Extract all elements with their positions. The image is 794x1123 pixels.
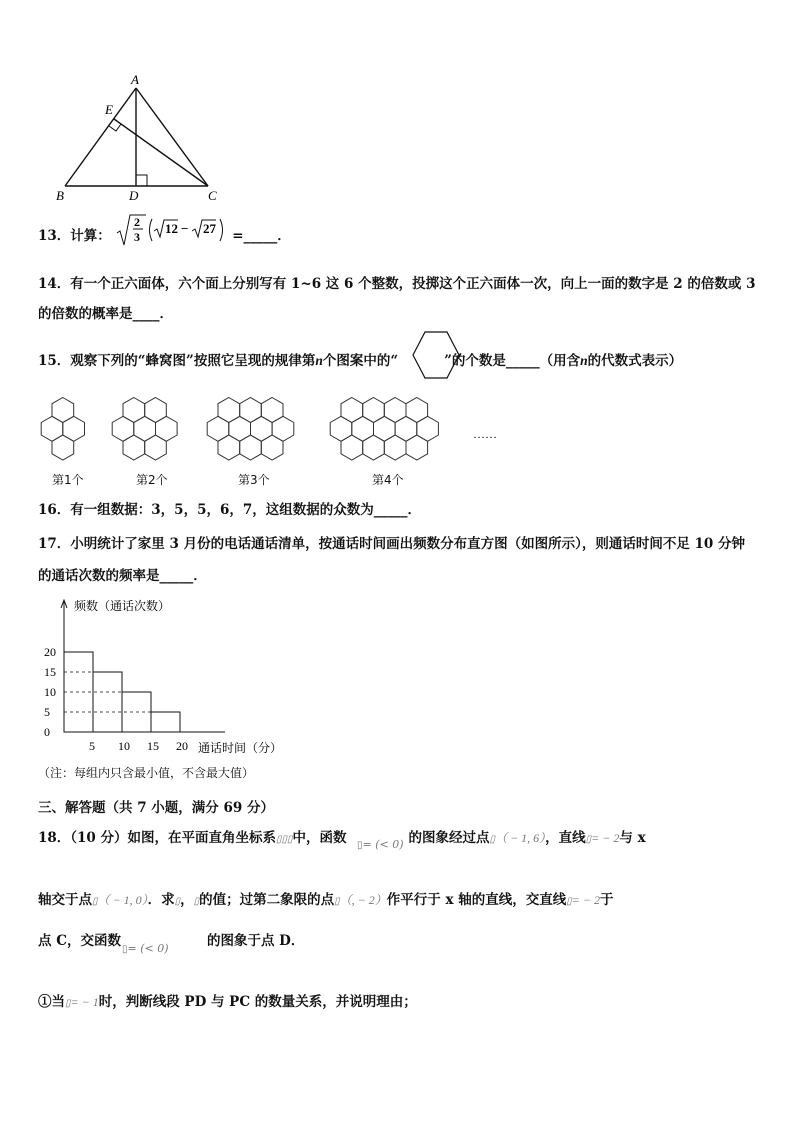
- y-tick-label: 20: [44, 645, 56, 659]
- honeycomb-3-cell: [261, 435, 283, 460]
- honeycomb-2-cell: [145, 398, 167, 423]
- honeycomb-3-cell: [218, 435, 240, 460]
- q16-text: 16．有一组数据：3，5，5，6，7，这组数据的众数为_____．: [38, 502, 422, 518]
- q15-text-a: 15．观察下列的“蜂窝图”按照它呈现的规律第: [38, 353, 316, 369]
- y-tick-label: 15: [44, 665, 56, 679]
- caption-4: 第4个: [372, 473, 404, 487]
- honeycomb-4-cell: [363, 398, 385, 423]
- histogram-note: （注：每组内只含最小值，不含最大值）: [38, 766, 255, 780]
- q13-frac-num: 2: [133, 214, 140, 229]
- q18-l3b: 的图象于点 D．: [206, 933, 305, 949]
- q14-line1: 14．有一个正六面体，六个面上分别写有 1~6 这 6 个整数，投掷这个正六面体一次，向上一面的数字是 2 的倍数或 3: [38, 276, 756, 292]
- honeycomb-4-cell: [395, 416, 417, 441]
- q13-rad1: 12: [164, 220, 178, 236]
- q18-l2pt: （ − 1, 0）: [97, 893, 148, 907]
- caption-3: 第3个: [238, 473, 270, 487]
- q18-l2f: 于: [599, 892, 614, 908]
- honeycomb-3-cell: [207, 416, 229, 441]
- q15-text-d: 的代数式表示）: [587, 353, 683, 369]
- q18-l1a: 18．（10 分）如图，在平面直角坐标系: [38, 830, 277, 846]
- honeycomb-1-cell: [52, 435, 74, 460]
- honeycomb-3-cell: [251, 416, 273, 441]
- q18-l1c: 的图象经过点: [408, 830, 490, 846]
- y-tick-label: 0: [44, 725, 50, 739]
- q13-prefix: 13．计算：: [38, 228, 111, 244]
- q18-l2d: 的值；过第二象限的点: [199, 892, 335, 908]
- q18-line2: 轴交于点▯（ − 1, 0）．求▯，▯的值；过第二象限的点▯（, − 2）作平行于 x 轴的直线，交直线▯= − 2于: [38, 892, 614, 908]
- histogram-chart: [30, 592, 310, 762]
- honeycomb-4-cell: [363, 435, 385, 460]
- q13-frac-den: 3: [133, 229, 140, 244]
- x-tick-label: 20: [176, 739, 188, 753]
- honeycomb-4-cell: [374, 416, 396, 441]
- honeycomb-4-cell: [384, 398, 406, 423]
- q13-rad2: 27: [202, 220, 216, 236]
- y-tick-label: 10: [44, 685, 56, 699]
- honeycomb-4-cell: [417, 416, 439, 441]
- q18-l2b: ．求: [147, 892, 175, 908]
- section-3-title: 三、解答题（共 7 小题，满分 69 分）: [38, 800, 274, 816]
- q18-func1: ▯= (< 0): [357, 838, 404, 851]
- honeycomb-4-cell: [341, 435, 363, 460]
- q18-l4a: ①当: [38, 994, 65, 1010]
- q13-expression: [116, 213, 228, 247]
- label-c: C: [208, 188, 217, 203]
- hexagon-icon: [411, 330, 461, 380]
- histogram-bar: [93, 672, 122, 732]
- q13-minus: −: [180, 220, 188, 236]
- honeycomb-1-cell: [41, 416, 63, 441]
- honeycomb-figures: [30, 388, 510, 488]
- q18-l3a: 点 C，交函数: [38, 933, 121, 949]
- q18-line1: 18．（10 分）如图，在平面直角坐标系▯▯▯中，函数 的图象经过点▯（ − 1, 6），直线▯= − 2与 x: [38, 830, 646, 846]
- q18-l3func: = (< 0): [127, 942, 169, 955]
- q15-n2: n: [580, 353, 588, 368]
- honeycomb-1-cell: [52, 398, 74, 423]
- q18-line3: [38, 929, 304, 949]
- question-13: [38, 214, 291, 247]
- q15-text-b: 个图案中的“: [322, 353, 399, 369]
- histogram-bar: [151, 712, 180, 732]
- honeycomb-3-cell: [218, 398, 240, 423]
- q15-n1: n: [315, 353, 323, 368]
- q18-l1e: 与 x: [619, 830, 646, 846]
- q18-line4: ①当▯= − 1时，判断线段 PD 与 PC 的数量关系，并说明理由；: [38, 994, 417, 1010]
- q18-l1pt: （ − 1, 6）: [495, 831, 546, 845]
- q18-l1d: ，直线: [545, 830, 586, 846]
- q18-l1func: = (< 0): [362, 838, 404, 851]
- q18-l2a: 轴交于点: [38, 892, 92, 908]
- q15-text-c: ”的个数是_____（用含: [444, 353, 581, 369]
- label-d: D: [129, 188, 139, 203]
- honeycomb-2-cell: [145, 435, 167, 460]
- caption-1: 第1个: [52, 473, 84, 487]
- q18-l1line: = − 2: [591, 831, 620, 845]
- honeycomb-2-cell: [112, 416, 134, 441]
- x-tick-label: 5: [89, 739, 95, 753]
- label-b: B: [56, 188, 64, 203]
- honeycomb-1-cell: [63, 416, 85, 441]
- y-axis-label: 频数（通话次数）: [74, 599, 171, 613]
- honeycomb-3-cell: [229, 416, 251, 441]
- caption-2: 第2个: [136, 473, 168, 487]
- right-angle-d: [136, 175, 147, 186]
- q18-l4b: 时，判断线段 PD 与 PC 的数量关系，并说明理由；: [98, 994, 417, 1010]
- honeycomb-3-cell: [261, 398, 283, 423]
- honeycomb-4-cell: [406, 398, 428, 423]
- honeycomb-4-cell: [341, 398, 363, 423]
- x-axis-label: 通话时间（分）: [198, 741, 283, 755]
- triangle-figure: [50, 72, 230, 207]
- label-e: E: [105, 102, 113, 117]
- honeycomb-3-cell: [240, 398, 262, 423]
- honeycomb-2-cell: [123, 435, 145, 460]
- honeycomb-2-cell: [134, 416, 156, 441]
- y-tick-label: 5: [44, 705, 50, 719]
- honeycomb-4-cell: [406, 435, 428, 460]
- q14-line2: 的倍数的概率是____．: [38, 306, 173, 322]
- q18-func2: ▯= (< 0): [122, 942, 169, 955]
- honeycomb-2-cell: [156, 416, 178, 441]
- side-ab: [65, 88, 136, 186]
- honeycomb-ellipsis: ……: [473, 427, 497, 441]
- label-a: A: [131, 72, 139, 87]
- q18-l2line: = − 2: [571, 893, 600, 907]
- side-ac: [136, 88, 208, 186]
- x-tick-label: 10: [118, 739, 130, 753]
- honeycomb-3-cell: [240, 435, 262, 460]
- honeycomb-4-cell: [330, 416, 352, 441]
- honeycomb-4-cell: [352, 416, 374, 441]
- q18-l2pt2: （, − 2）: [339, 893, 387, 907]
- honeycomb-3-cell: [272, 416, 294, 441]
- q17-line2: 的通话次数的频率是_____．: [38, 568, 207, 584]
- segment-ce: [114, 119, 208, 186]
- question-15: [38, 349, 682, 369]
- q18-l4cond: = − 1: [70, 995, 99, 1009]
- honeycomb-4-cell: [384, 435, 406, 460]
- x-tick-label: 15: [147, 739, 159, 753]
- q18-l1b: 中，函数: [292, 830, 347, 846]
- q18-l2e: 作平行于 x 轴的直线，交直线: [386, 892, 567, 908]
- q17-line1: 17．小明统计了家里 3 月份的电话通话清单，按通话时间画出频数分布直方图（如图所示），则通话时间不足 10 分钟: [38, 536, 746, 552]
- q13-suffix: =_____．: [232, 228, 291, 244]
- honeycomb-2-cell: [123, 398, 145, 423]
- right-angle-e: [109, 124, 121, 131]
- q18-l2c: ，: [180, 892, 194, 908]
